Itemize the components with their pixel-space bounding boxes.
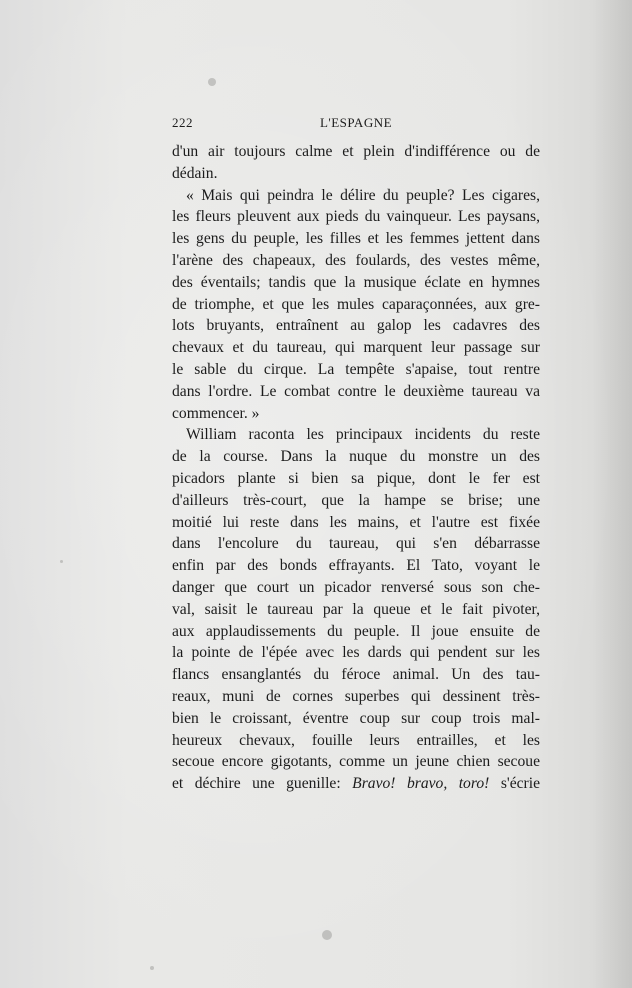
italic-exclamation: Bravo! bravo, toro!: [352, 775, 490, 793]
text-line: secoue encore gigotants, comme un jeune chien secoue: [172, 753, 540, 771]
running-title: L'ESPAGNE: [319, 115, 393, 130]
text-line: lots bruyants, entraînent au galop les cadavres des: [172, 317, 540, 335]
text-line: d'ailleurs très-court, que la hampe se brise; une: [172, 491, 540, 509]
paper-speck: [150, 966, 154, 970]
text-line: « Mais qui peindra le délire du peuple? Les cigares,: [186, 186, 540, 204]
text-line: des éventails; tandis que la musique éclate en hymnes: [172, 273, 540, 291]
text-line: dédain.: [172, 164, 218, 182]
text-line: aux applaudissements du peuple. Il joue ensuite de: [172, 622, 540, 640]
text-line: reaux, muni de cornes superbes qui dessinent très-: [172, 687, 540, 705]
page-edge-shadow: [592, 0, 632, 988]
text-line: enfin par des bonds effrayants. El Tato, voyant le: [172, 557, 540, 575]
text-segment: et déchire une guenille:: [172, 775, 353, 793]
text-line: d'un air toujours calme et plein d'indifférence ou de: [172, 143, 540, 160]
text-line: danger que court un picador renversé sous son che-: [172, 578, 540, 596]
text-segment: s'écrie: [489, 775, 540, 793]
body-text: [172, 141, 540, 795]
text-line: chevaux et du taureau, qui marquent leur passage sur: [172, 339, 540, 357]
text-line: flancs ensanglantés du féroce animal. Un des tau-: [172, 666, 540, 684]
text-line: commencer. »: [172, 404, 260, 422]
text-line: val, saisit le taureau par la queue et le fait pivoter,: [172, 600, 540, 618]
text-line: dans l'encolure du taureau, qui s'en débarrasse: [172, 535, 540, 553]
text-line: de triomphe, et que les mules caparaçonnées, aux gre-: [172, 295, 540, 313]
text-line: heureux chevaux, fouille leurs entrailles, et les: [172, 731, 540, 749]
page-header: [172, 115, 540, 135]
text-line: moitié lui reste dans les mains, et l'autre est fixée: [172, 513, 540, 531]
text-line: dans l'ordre. Le combat contre le deuxième taureau va: [172, 382, 540, 400]
text-line: de la course. Dans la nuque du monstre un des: [172, 448, 540, 466]
page-number: 222: [172, 115, 193, 130]
text-line: le sable du cirque. La tempête s'apaise, tout rentre: [172, 360, 540, 378]
paper-speck: [208, 78, 216, 86]
text-line: bien le croissant, éventre coup sur coup trois mal-: [172, 709, 540, 727]
paper-speck: [322, 930, 332, 940]
paper-speck: [60, 560, 63, 563]
text-line: les fleurs pleuvent aux pieds du vainqueur. Les paysans,: [172, 208, 540, 226]
text-line: les gens du peuple, les filles et les femmes jettent dans: [172, 230, 540, 248]
text-line: l'arène des chapeaux, des foulards, des vestes même,: [172, 251, 540, 269]
text-line: la pointe de l'épée avec les dards qui pendent sur les: [172, 644, 540, 662]
text-line-last: [172, 773, 540, 795]
text-line: William raconta les principaux incidents du reste: [186, 426, 540, 444]
text-line: picadors plante si bien sa pique, dont le fer est: [172, 469, 540, 487]
